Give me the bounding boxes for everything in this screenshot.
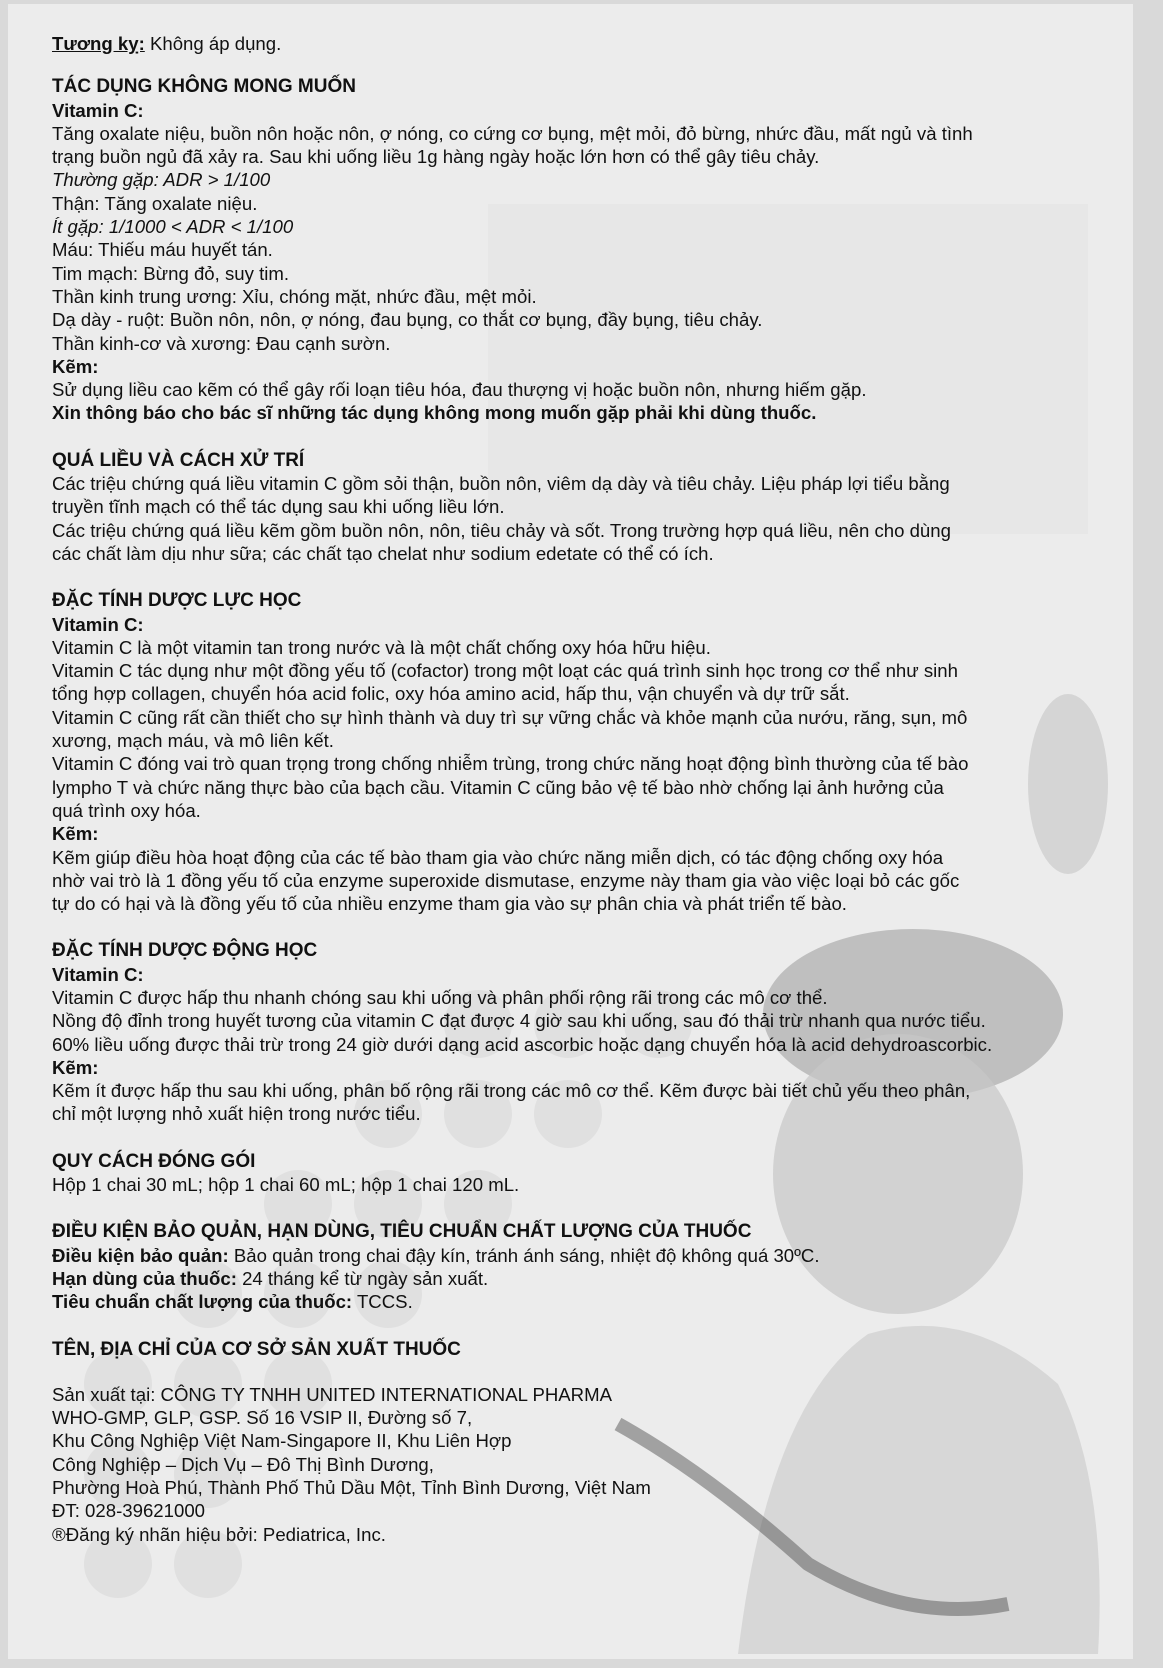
pharmacodynamics-heading: ĐẶC TÍNH DƯỢC LỰC HỌC — [52, 590, 302, 612]
pharmacodynamics-text: quá trình oxy hóa. — [52, 799, 201, 821]
side-effects-neuro: Thần kinh-cơ và xương: Đau cạnh sườn. — [52, 332, 391, 354]
overdose-text: Các triệu chứng quá liều kẽm gồm buồn nôn, nôn, tiêu chảy và sốt. Trong trường hợp quá liều, nên cho dùng — [52, 519, 951, 541]
side-effects-kidney: Thận: Tăng oxalate niệu. — [52, 192, 258, 214]
overdose-text: các chất làm dịu như sữa; các chất tạo chelat như sodium edetate có thể có ích. — [52, 542, 714, 564]
pharmacodynamics-zinc-text: Kẽm giúp điều hòa hoạt động của các tế bào tham gia vào chức năng miễn dịch, có tác động chống oxy hóa — [52, 846, 944, 868]
overdose-text: Các triệu chứng quá liều vitamin C gồm sỏi thận, buồn nôn, viêm dạ dày và tiêu chảy. Liệu pháp lợi tiểu bằng — [52, 473, 950, 495]
compatibility-text: Không áp dụng. — [149, 33, 282, 54]
pharmacodynamics-text: Vitamin C là một vitamin tan trong nước và là một chất chống oxy hóa hữu hiệu. — [52, 636, 711, 658]
storage-expiry-line — [52, 1267, 1102, 1290]
leaflet-text — [52, 32, 1102, 1546]
manufacturer-phone: ĐT: 028-39621000 — [52, 1500, 205, 1522]
storage-standard-line — [52, 1290, 1102, 1313]
side-effects-vitc-label: Vitamin C: — [52, 99, 144, 121]
spacer — [52, 1361, 1102, 1383]
storage-standard-text: TCCS. — [356, 1291, 413, 1313]
side-effects-text: Tăng oxalate niệu, buồn nôn hoặc nôn, ợ nóng, co cứng cơ bụng, mệt mỏi, đỏ bừng, nhức đầu, mất ngủ và tình — [52, 122, 973, 144]
side-effects-heading: TÁC DỤNG KHÔNG MONG MUỐN — [52, 76, 356, 98]
packaging-heading: QUY CÁCH ĐÓNG GÓI — [52, 1150, 256, 1172]
side-effects-text: trạng buồn ngủ đã xảy ra. Sau khi uống liều 1g hàng ngày hoặc lớn hơn có thể gây tiêu chảy. — [52, 146, 820, 168]
side-effects-cns: Thần kinh trung ương: Xỉu, chóng mặt, nhức đầu, mệt mỏi. — [52, 285, 537, 307]
manufacturer-text: Sản xuất tại: CÔNG TY TNHH UNITED INTERNATIONAL PHARMA — [52, 1383, 612, 1405]
pharmacodynamics-text: lympho T và chức năng thực bào của bạch cầu. Vitamin C cũng bảo vệ tế bào nhờ chống lại ảnh hưởng của — [52, 776, 944, 798]
storage-condition-label: Điều kiện bảo quản: — [52, 1244, 229, 1266]
storage-condition-text: Bảo quản trong chai đậy kín, tránh ánh sáng, nhiệt độ không quá 30ºC. — [233, 1244, 820, 1266]
leaflet-page — [8, 4, 1133, 1659]
side-effects-uncommon: Ít gặp: 1/1000 < ADR < 1/100 — [52, 216, 294, 238]
manufacturer-text: Phường Hoà Phú, Thành Phố Thủ Dầu Một, Tỉnh Bình Dương, Việt Nam — [52, 1477, 651, 1499]
side-effects-gi: Dạ dày - ruột: Buồn nôn, nôn, ợ nóng, đau bụng, co thắt cơ bụng, đầy bụng, tiêu chảy. — [52, 309, 763, 331]
side-effects-notice: Xin thông báo cho bác sĩ những tác dụng không mong muốn gặp phải khi dùng thuốc. — [52, 402, 817, 424]
pharmacokinetics-zinc-text: Kẽm ít được hấp thu sau khi uống, phân bố rộng rãi trong các mô cơ thể. Kẽm được bài tiết chủ yếu theo phân, — [52, 1080, 971, 1102]
pharmacodynamics-zinc-text: nhờ vai trò là 1 đồng yếu tố của enzyme superoxide dismutase, enzyme này tham gia vào việc loại bỏ các gốc — [52, 869, 960, 891]
pharmacokinetics-text: Vitamin C được hấp thu nhanh chóng sau khi uống và phân phối rộng rãi trong các mô cơ thể. — [52, 986, 828, 1008]
pharmacodynamics-text: Vitamin C đóng vai trò quan trọng trong chống nhiễm trùng, trong chức năng hoạt động bình thường của tế bào — [52, 753, 969, 775]
storage-standard-label: Tiêu chuẩn chất lượng của thuốc: — [52, 1291, 353, 1313]
pharmacodynamics-text: tổng hợp collagen, chuyển hóa acid folic, oxy hóa amino acid, hấp thu, vận chuyển và dự trữ sắt. — [52, 683, 850, 705]
overdose-text: truyền tĩnh mạch có thể tác dụng sau khi uống liều lớn. — [52, 496, 505, 518]
pharmacodynamics-text: Vitamin C cũng rất cần thiết cho sự hình thành và duy trì sự vững chắc và khỏe mạnh của nướu, răng, sụn, mô — [52, 706, 968, 728]
pharmacodynamics-text: xương, mạch máu, và mô liên kết. — [52, 730, 334, 752]
manufacturer-text: Công Nghiệp – Dịch Vụ – Đô Thị Bình Dương, — [52, 1453, 434, 1475]
overdose-heading: QUÁ LIỀU VÀ CÁCH XỬ TRÍ — [52, 449, 305, 471]
pharmacokinetics-text: 60% liều uống được thải trừ trong 24 giờ dưới dạng acid ascorbic hoặc dạng chuyển hóa là acid dehydroascorbic. — [52, 1033, 993, 1055]
pharmacokinetics-text: Nồng độ đỉnh trong huyết tương của vitamin C đạt được 4 giờ sau khi uống, sau đó thải trừ nhanh qua nước tiểu. — [52, 1010, 986, 1032]
manufacturer-text: Khu Công Nghiệp Việt Nam-Singapore II, Khu Liên Hợp — [52, 1430, 512, 1452]
storage-heading: ĐIỀU KIỆN BẢO QUẢN, HẠN DÙNG, TIÊU CHUẨN CHẤT LƯỢNG CỦA THUỐC — [52, 1221, 752, 1243]
storage-expiry-text: 24 tháng kể từ ngày sản xuất. — [242, 1267, 489, 1289]
pharmacokinetics-heading: ĐẶC TÍNH DƯỢC ĐỘNG HỌC — [52, 940, 318, 962]
storage-expiry-label: Hạn dùng của thuốc: — [52, 1267, 237, 1289]
compatibility-line — [52, 32, 1102, 55]
side-effects-heart: Tim mạch: Bừng đỏ, suy tim. — [52, 262, 290, 284]
pharmacodynamics-zinc-label: Kẽm: — [52, 823, 99, 845]
pharmacodynamics-text: Vitamin C tác dụng như một đồng yếu tố (cofactor) trong một loạt các quá trình sinh học trong cơ thể như sinh — [52, 660, 958, 682]
pharmacodynamics-vitc-label: Vitamin C: — [52, 613, 144, 635]
side-effects-blood: Máu: Thiếu máu huyết tán. — [52, 239, 273, 261]
packaging-text: Hộp 1 chai 30 mL; hộp 1 chai 60 mL; hộp 1 chai 120 mL. — [52, 1174, 520, 1196]
pharmacodynamics-zinc-text: tự do có hại và là đồng yếu tố của nhiều enzyme tham gia vào sự phân chia và phát triển tế bào. — [52, 893, 847, 915]
pharmacokinetics-zinc-text: chỉ một lượng nhỏ xuất hiện trong nước tiểu. — [52, 1103, 421, 1125]
side-effects-common: Thường gặp: ADR > 1/100 — [52, 169, 271, 191]
manufacturer-heading: TÊN, ĐỊA CHỈ CỦA CƠ SỞ SẢN XUẤT THUỐC — [52, 1338, 461, 1360]
storage-condition-line — [52, 1244, 1102, 1267]
pharmacokinetics-vitc-label: Vitamin C: — [52, 963, 144, 985]
pharmacokinetics-zinc-label: Kẽm: — [52, 1056, 99, 1078]
side-effects-zinc-text: Sử dụng liều cao kẽm có thể gây rối loạn tiêu hóa, đau thượng vị hoặc buồn nôn, nhưng hiếm gặp. — [52, 379, 867, 401]
manufacturer-trademark: ®Đăng ký nhãn hiệu bởi: Pediatrica, Inc. — [52, 1523, 386, 1545]
compatibility-label: Tương kỵ: — [52, 33, 145, 54]
side-effects-zinc-label: Kẽm: — [52, 355, 99, 377]
manufacturer-text: WHO-GMP, GLP, GSP. Số 16 VSIP II, Đường số 7, — [52, 1407, 473, 1429]
